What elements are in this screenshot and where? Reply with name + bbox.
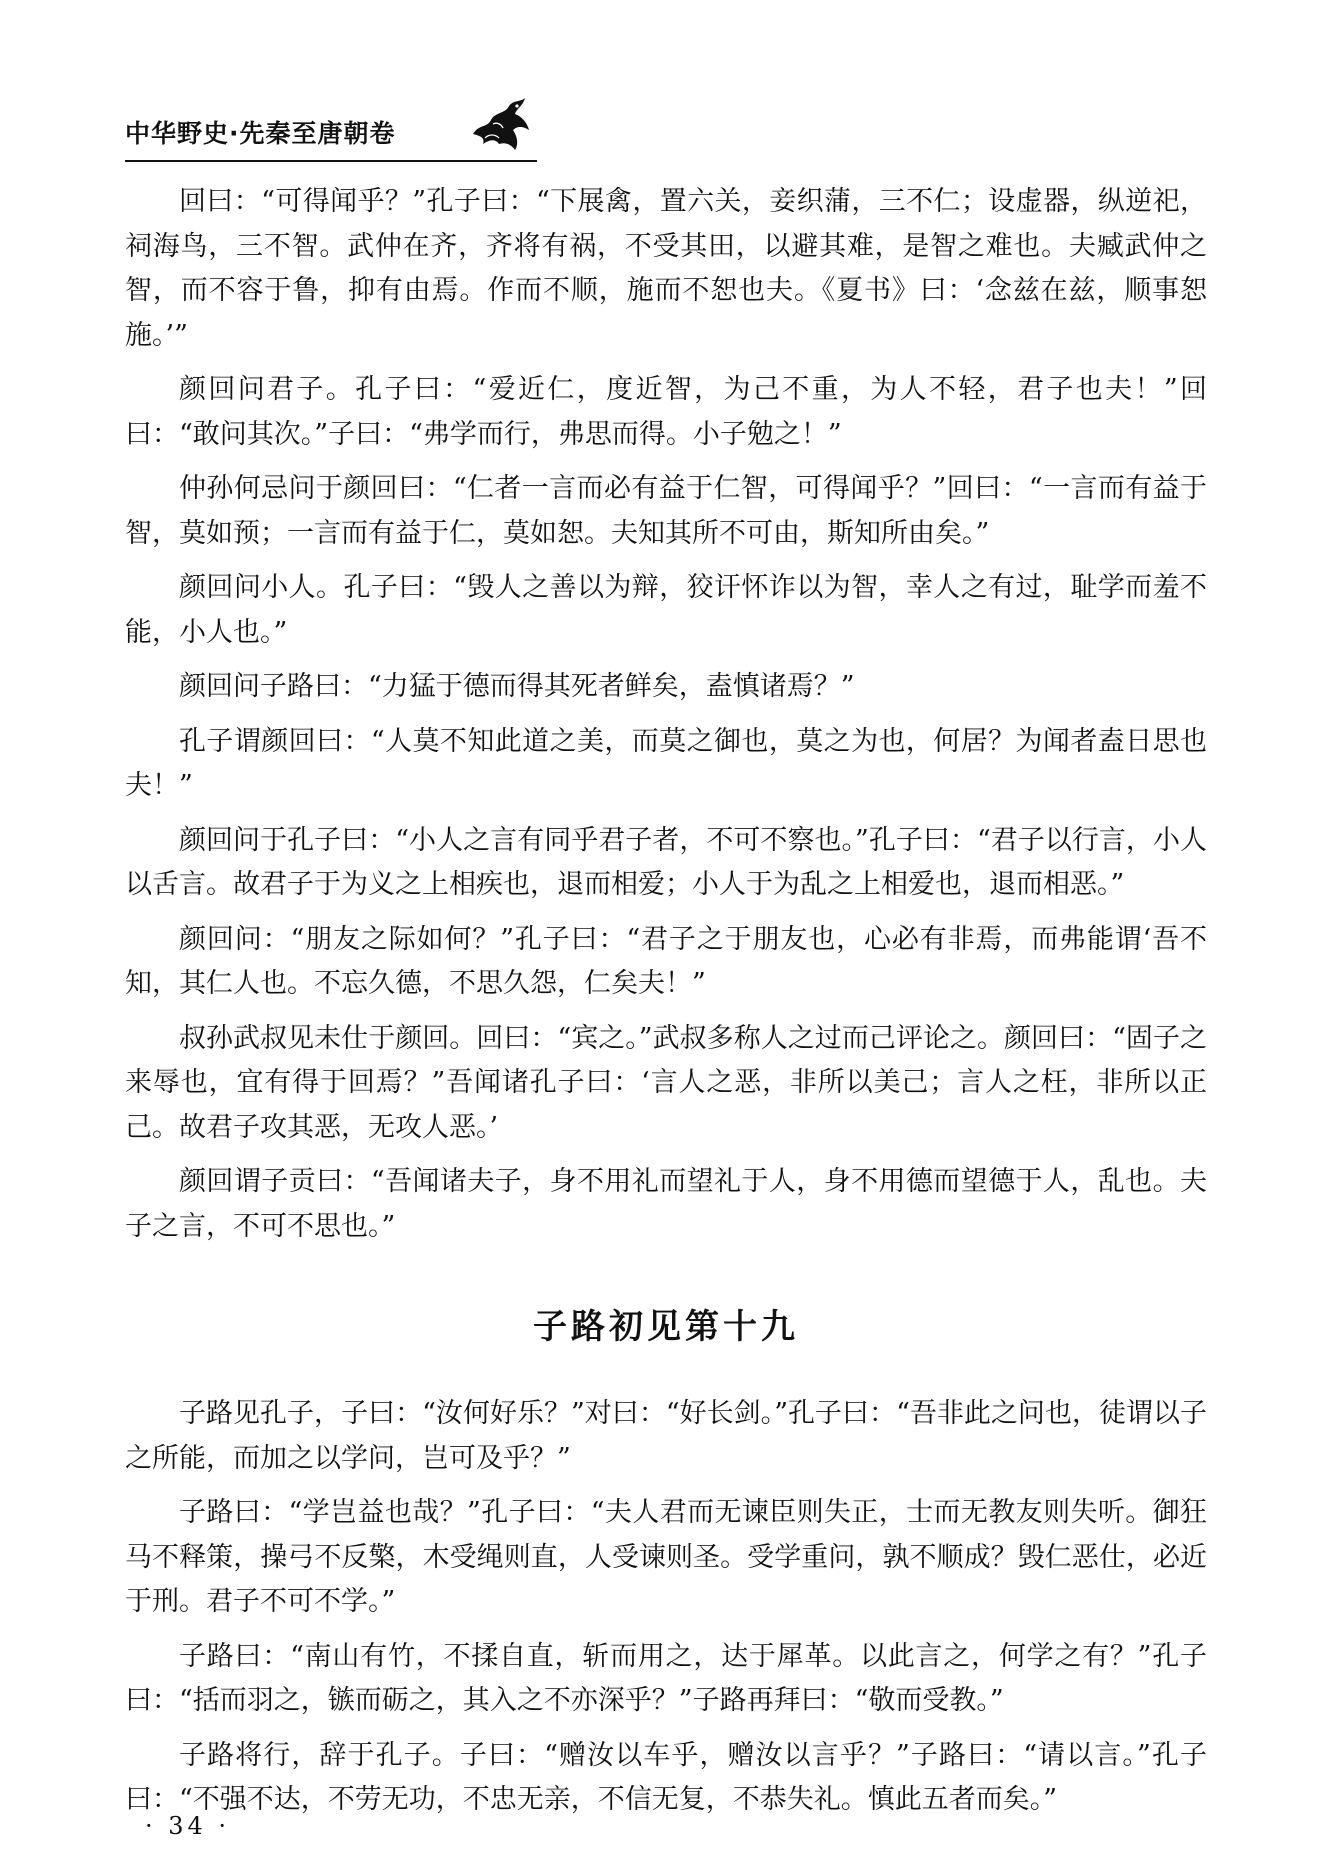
dragon-emblem-icon — [465, 94, 535, 154]
paragraph: 子路曰：“南山有竹，不揉自直，斩而用之，达于犀革。以此言之，何学之有？”孔子曰：“括而羽之，镞而砺之，其入之不亦深乎？”子路再拜曰：“敬而受教。” — [125, 1640, 1207, 1716]
paragraph: 颜回谓子贡曰：“吾闻诸夫子，身不用礼而望礼于人，身不用德而望德于人，乱也。夫子之言，不可不思也。” — [125, 1166, 1207, 1242]
paragraph: 颜回问于孔子曰：“小人之言有同乎君子者，不可不察也。”孔子曰：“君子以行言，小人以舌言。故君子于为义之上相疾也，退而相爱；小人于为乱之上相爱也，退而相恶。” — [125, 824, 1207, 900]
paragraph: 颜回问：“朋友之际如何？”孔子曰：“君子之于朋友也，心必有非焉，而弗能谓‘吾不知，其仁人也。不忘久德，不思久怨，仁矣夫！” — [125, 923, 1207, 999]
paragraph: 仲孙何忌问于颜回曰：“仁者一言而必有益于仁智，可得闻乎？”回曰：“一言而有益于智，莫如预；一言而有益于仁，莫如恕。夫知其所不可由，斯知所由矣。” — [125, 473, 1207, 549]
page-body — [125, 180, 1207, 1833]
paragraph: 孔子谓颜回曰：“人莫不知此道之美，而莫之御也，莫之为也，何居？为闻者盍日思也夫！” — [125, 725, 1207, 801]
paragraph: 子路见孔子，子曰：“汝何好乐？”对曰：“好长剑。”孔子曰：“吾非此之问也，徒谓以子之所能，而加之以学问，岂可及乎？” — [125, 1398, 1207, 1474]
paragraph: 颜回问君子。孔子曰：“爱近仁，度近智，为己不重，为人不轻，君子也夫！”回曰：“敢问其次。”子曰：“弗学而行，弗思而得。小子勉之！” — [125, 374, 1207, 450]
paragraph: 子路曰：“学岂益也哉？”孔子曰：“夫人君而无谏臣则失正，士而无教友则失听。御狂马不释策，操弓不反檠，木受绳则直，人受谏则圣。受学重问，孰不顺成？毁仁恶仕，必近于刑。君子不可不学。” — [125, 1497, 1207, 1617]
header-rule — [125, 160, 537, 162]
book-title: 中华野史·先秦至唐朝卷 — [125, 119, 396, 148]
paragraph: 回曰：“可得闻乎？”孔子曰：“下展禽，置六关，妾织蒲，三不仁；设虚器，纵逆祀，祠海鸟，三不智。武仲在齐，齐将有祸，不受其田，以避其难，是智之难也。夫臧武仲之智，而不容于鲁，抑有由焉。作而不顺，施而不恕也夫。《夏书》曰：‘念兹在兹，顺事恕施。’” — [125, 186, 1207, 351]
page-number: · 34 · — [145, 1812, 231, 1840]
paragraph: 颜回问小人。孔子曰：“毁人之善以为辩，狡讦怀诈以为智，幸人之有过，耻学而羞不能，小人也。” — [125, 572, 1207, 648]
paragraph: 叔孙武叔见未仕于颜回。回曰：“宾之。”武叔多称人之过而己评论之。颜回曰：“固子之来辱也，宜有得于回焉？”吾闻诸孔子曰：‘言人之恶，非所以美己；言人之枉，非所以正己。故君子攻其恶，无攻人恶。’ — [125, 1022, 1207, 1143]
paragraph: 子路将行，辞于孔子。子曰：“赠汝以车乎，赠汝以言乎？”子路曰：“请以言。”孔子曰：“不强不达，不劳无功，不忠无亲，不信无复，不恭失礼。慎此五者而矣。” — [125, 1739, 1207, 1815]
running-header — [125, 108, 535, 158]
paragraph: 颜回问子路曰：“力猛于德而得其死者鲜矣，盍慎诸焉？” — [179, 671, 855, 702]
section-title: 子路初见第十九 — [533, 1307, 799, 1347]
